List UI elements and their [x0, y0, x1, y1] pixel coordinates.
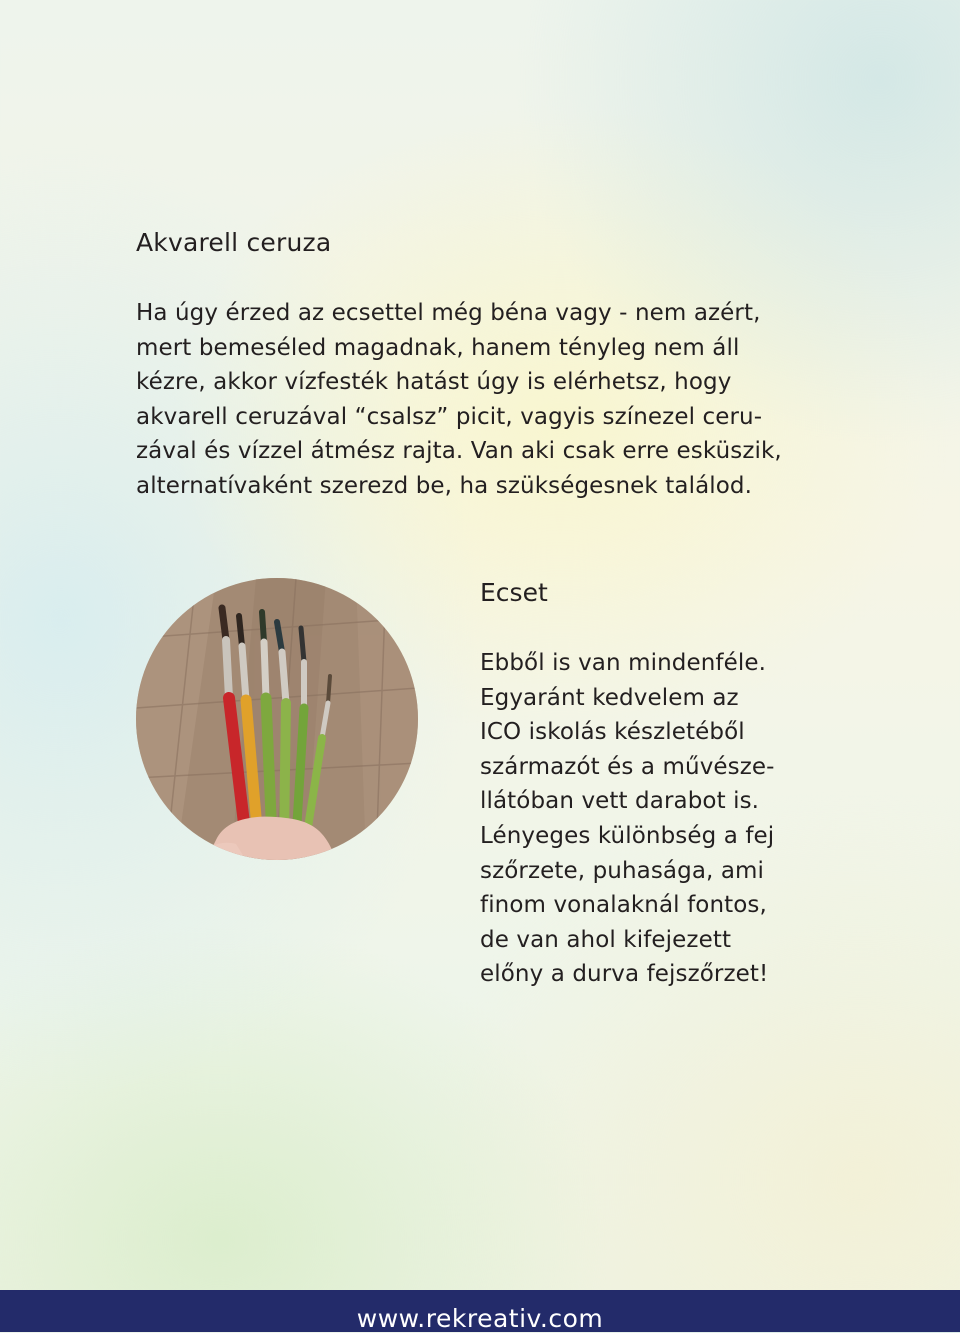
paintbrushes-photo [136, 578, 418, 860]
section-title: Ecset [480, 578, 548, 607]
section-line: ICO iskolás készletéből [480, 719, 745, 746]
section-line: finom vonalaknál fontos, [480, 892, 767, 919]
section-line: Ebből is van mindenféle. [480, 650, 766, 676]
intro-line: kézre, akkor vízfesték hatást úgy is elérhetsz, hogy [136, 369, 732, 396]
section-line: előny a durva fejszőrzet! [480, 961, 769, 988]
section-line: szőrzete, puhasága, ami [480, 857, 765, 884]
intro-line: akvarell ceruzával “csalsz” picit, vagyis színezel ceru- [136, 403, 763, 430]
section-line: származót és a művésze- [480, 753, 775, 780]
footer-website-link[interactable]: www.rekreativ.com [356, 1304, 604, 1333]
page-title: Akvarell ceruza [136, 228, 332, 257]
section-line: llátóban vett darabot is. [480, 788, 760, 815]
intro-line: Ha úgy érzed az ecsettel még béna vagy - nem azért, [136, 300, 761, 326]
section-line: de van ahol kifejezett [480, 926, 732, 953]
intro-line: mert bemeséled magadnak, hanem tényleg nem áll [136, 334, 740, 361]
intro-line: zával és vízzel átmész rajta. Van aki csak erre esküszik, [136, 438, 782, 465]
section-paragraph [480, 646, 840, 992]
intro-paragraph [136, 296, 826, 504]
intro-line: alternatívaként szerezd be, ha szükségesnek találod. [136, 472, 753, 499]
section-line: Lényeges különbség a fej [480, 822, 775, 849]
section-line: Egyaránt kedvelem az [480, 684, 739, 711]
paintbrushes-image [136, 578, 418, 860]
